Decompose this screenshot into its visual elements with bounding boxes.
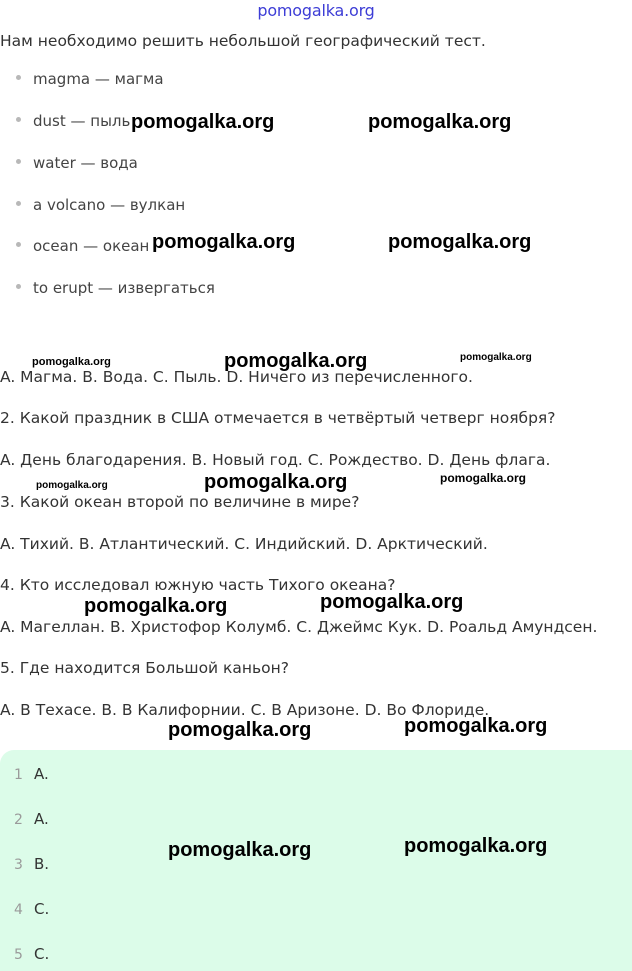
watermark: pomogalka.org [168, 839, 312, 861]
bullet-icon [16, 159, 21, 164]
watermark: pomogalka.org [404, 715, 548, 737]
watermark: pomogalka.org [131, 111, 275, 133]
answer-number: 1 [14, 767, 23, 783]
answer-value: A. [34, 765, 49, 783]
bullet-icon [16, 242, 21, 247]
bullet-icon [16, 117, 21, 122]
answer-row [14, 810, 49, 828]
question-3-text: 3. Какой океан второй по величине в мире? [0, 493, 360, 511]
answer-row [14, 945, 49, 963]
answer-key-panel [0, 750, 632, 971]
question-3-options: A. Тихий. B. Атлантический. C. Индийский. D. Арктический. [0, 535, 488, 553]
watermark: pomogalka.org [224, 350, 368, 372]
question-4-text: 4. Кто исследовал южную часть Тихого океана? [0, 576, 396, 594]
answer-number: 5 [14, 947, 23, 963]
site-header-link[interactable]: pomogalka.org [257, 1, 375, 20]
answer-value: C. [34, 900, 50, 918]
vocab-text: to erupt — извергаться [33, 279, 215, 297]
watermark: pomogalka.org [32, 356, 111, 368]
bullet-icon [16, 284, 21, 289]
question-4-options: A. Магеллан. B. Христофор Колумб. C. Джеймс Кук. D. Роальд Амундсен. [0, 618, 598, 636]
answer-value: A. [34, 810, 49, 828]
vocab-item [16, 154, 138, 172]
answer-row [14, 900, 49, 918]
answer-row [14, 765, 49, 783]
answer-value: B. [34, 855, 50, 873]
watermark: pomogalka.org [320, 591, 464, 613]
vocab-item [16, 279, 215, 297]
question-5-text: 5. Где находится Большой каньон? [0, 659, 290, 677]
vocab-text: ocean — океан [33, 237, 150, 255]
vocab-item [16, 70, 164, 88]
watermark: pomogalka.org [204, 471, 348, 493]
watermark: pomogalka.org [388, 231, 532, 253]
question-2-text: 2. Какой праздник в США отмечается в четвёртый четверг ноября? [0, 409, 556, 427]
vocab-item [16, 237, 149, 255]
vocab-text: water — вода [33, 154, 138, 172]
question-2-options: A. День благодарения. B. Новый год. C. Рождество. D. День флага. [0, 451, 551, 469]
watermark: pomogalka.org [440, 471, 527, 485]
watermark: pomogalka.org [168, 719, 312, 741]
vocab-text: dust — пыль [33, 112, 131, 130]
vocab-item [16, 112, 130, 130]
vocab-text: a volcano — вулкан [33, 196, 186, 214]
vocab-item [16, 196, 185, 214]
watermark: pomogalka.org [404, 835, 548, 857]
watermark: pomogalka.org [36, 480, 108, 491]
vocab-text: magma — магма [33, 70, 164, 88]
question-5-options: A. В Техасе. B. В Калифорнии. C. В Аризоне. D. Во Флориде. [0, 701, 490, 719]
answer-row [14, 855, 49, 873]
watermark: pomogalka.org [460, 352, 532, 363]
watermark: pomogalka.org [84, 595, 228, 617]
watermark: pomogalka.org [368, 111, 512, 133]
answer-number: 4 [14, 902, 23, 918]
answer-number: 2 [14, 812, 23, 828]
watermark: pomogalka.org [152, 231, 296, 253]
answer-value: C. [34, 945, 50, 963]
intro-text: Нам необходимо решить небольшой географический тест. [0, 32, 486, 50]
bullet-icon [16, 75, 21, 80]
bullet-icon [16, 201, 21, 206]
question-1-options: A. Магма. B. Вода. C. Пыль. D. Ничего из перечисленного. [0, 368, 473, 386]
answer-number: 3 [14, 857, 23, 873]
